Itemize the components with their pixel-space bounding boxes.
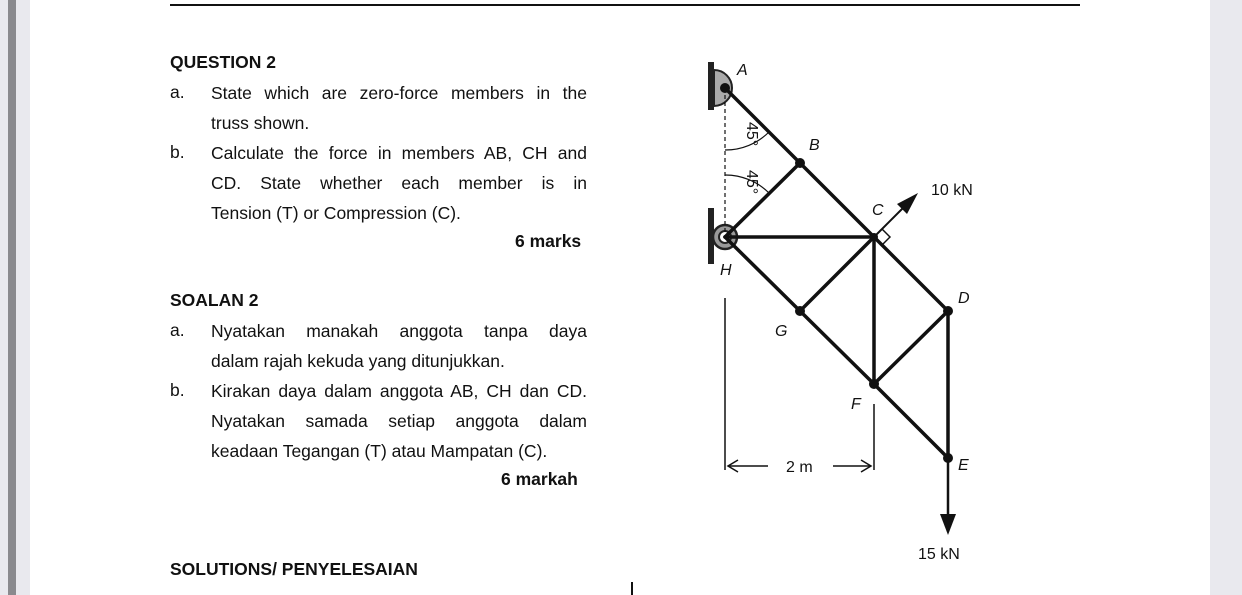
member-gc (800, 237, 874, 311)
node-label-h: H (720, 262, 732, 279)
member-hb (725, 163, 800, 237)
soalan-a-label: a. (170, 320, 185, 340)
node-label-f: F (851, 396, 861, 413)
node-label-d: D (958, 290, 970, 307)
soalan-heading: SOALAN 2 (170, 290, 259, 310)
question-heading: QUESTION 2 (170, 52, 276, 72)
dimension-label: 2 m (786, 459, 813, 476)
item-b-line-2: CD. State whether each member is in (211, 173, 587, 193)
right-angle-marker (882, 229, 890, 245)
solutions-heading: SOLUTIONS/ PENYELESAIAN (170, 559, 418, 579)
member-bc (800, 163, 874, 237)
member-cd (874, 237, 948, 311)
load-arrow-e (940, 458, 956, 535)
member-gf (800, 311, 874, 384)
angle-label-1: 45° (743, 122, 760, 147)
node-label-c: C (872, 202, 884, 219)
member-fe (874, 384, 948, 458)
item-b-label: b. (170, 142, 185, 162)
item-a-line-1: State which are zero-force members in the (211, 83, 587, 103)
item-b-line-3: Tension (T) or Compression (C). (211, 203, 461, 223)
soalan-b-label: b. (170, 380, 185, 400)
member-fd (874, 311, 948, 384)
dimension-line (725, 298, 874, 472)
joint-a (720, 83, 730, 93)
item-a-label: a. (170, 82, 185, 102)
node-label-a: A (737, 62, 748, 79)
angle-label-2: 45° (743, 170, 760, 195)
soalan-marks: 6 markah (501, 469, 578, 489)
member-ab (725, 88, 800, 163)
member-hg (725, 237, 800, 311)
node-label-g: G (775, 323, 788, 340)
soalan-b-line-1: Kirakan daya dalam anggota AB, CH dan CD. (211, 381, 587, 401)
question-marks: 6 marks (515, 231, 582, 251)
joint-d (943, 306, 953, 316)
soalan-a-line-2: dalam rajah kekuda yang ditunjukkan. (211, 351, 505, 371)
joint-f (869, 379, 879, 389)
joint-g (795, 306, 805, 316)
soalan-b-line-2: Nyatakan samada setiap anggota dalam (211, 411, 587, 431)
soalan-a-line-1: Nyatakan manakah anggota tanpa daya (211, 321, 587, 341)
load-label-10kn: 10 kN (931, 182, 973, 199)
load-label-15kn: 15 kN (918, 546, 960, 563)
soalan-b-line-3: keadaan Tegangan (T) atau Mampatan (C). (211, 441, 548, 461)
item-a-line-2: truss shown. (211, 113, 310, 133)
node-label-b: B (809, 137, 820, 154)
item-b-line-1: Calculate the force in members AB, CH and (211, 143, 587, 163)
node-label-e: E (958, 457, 969, 474)
joint-b (795, 158, 805, 168)
